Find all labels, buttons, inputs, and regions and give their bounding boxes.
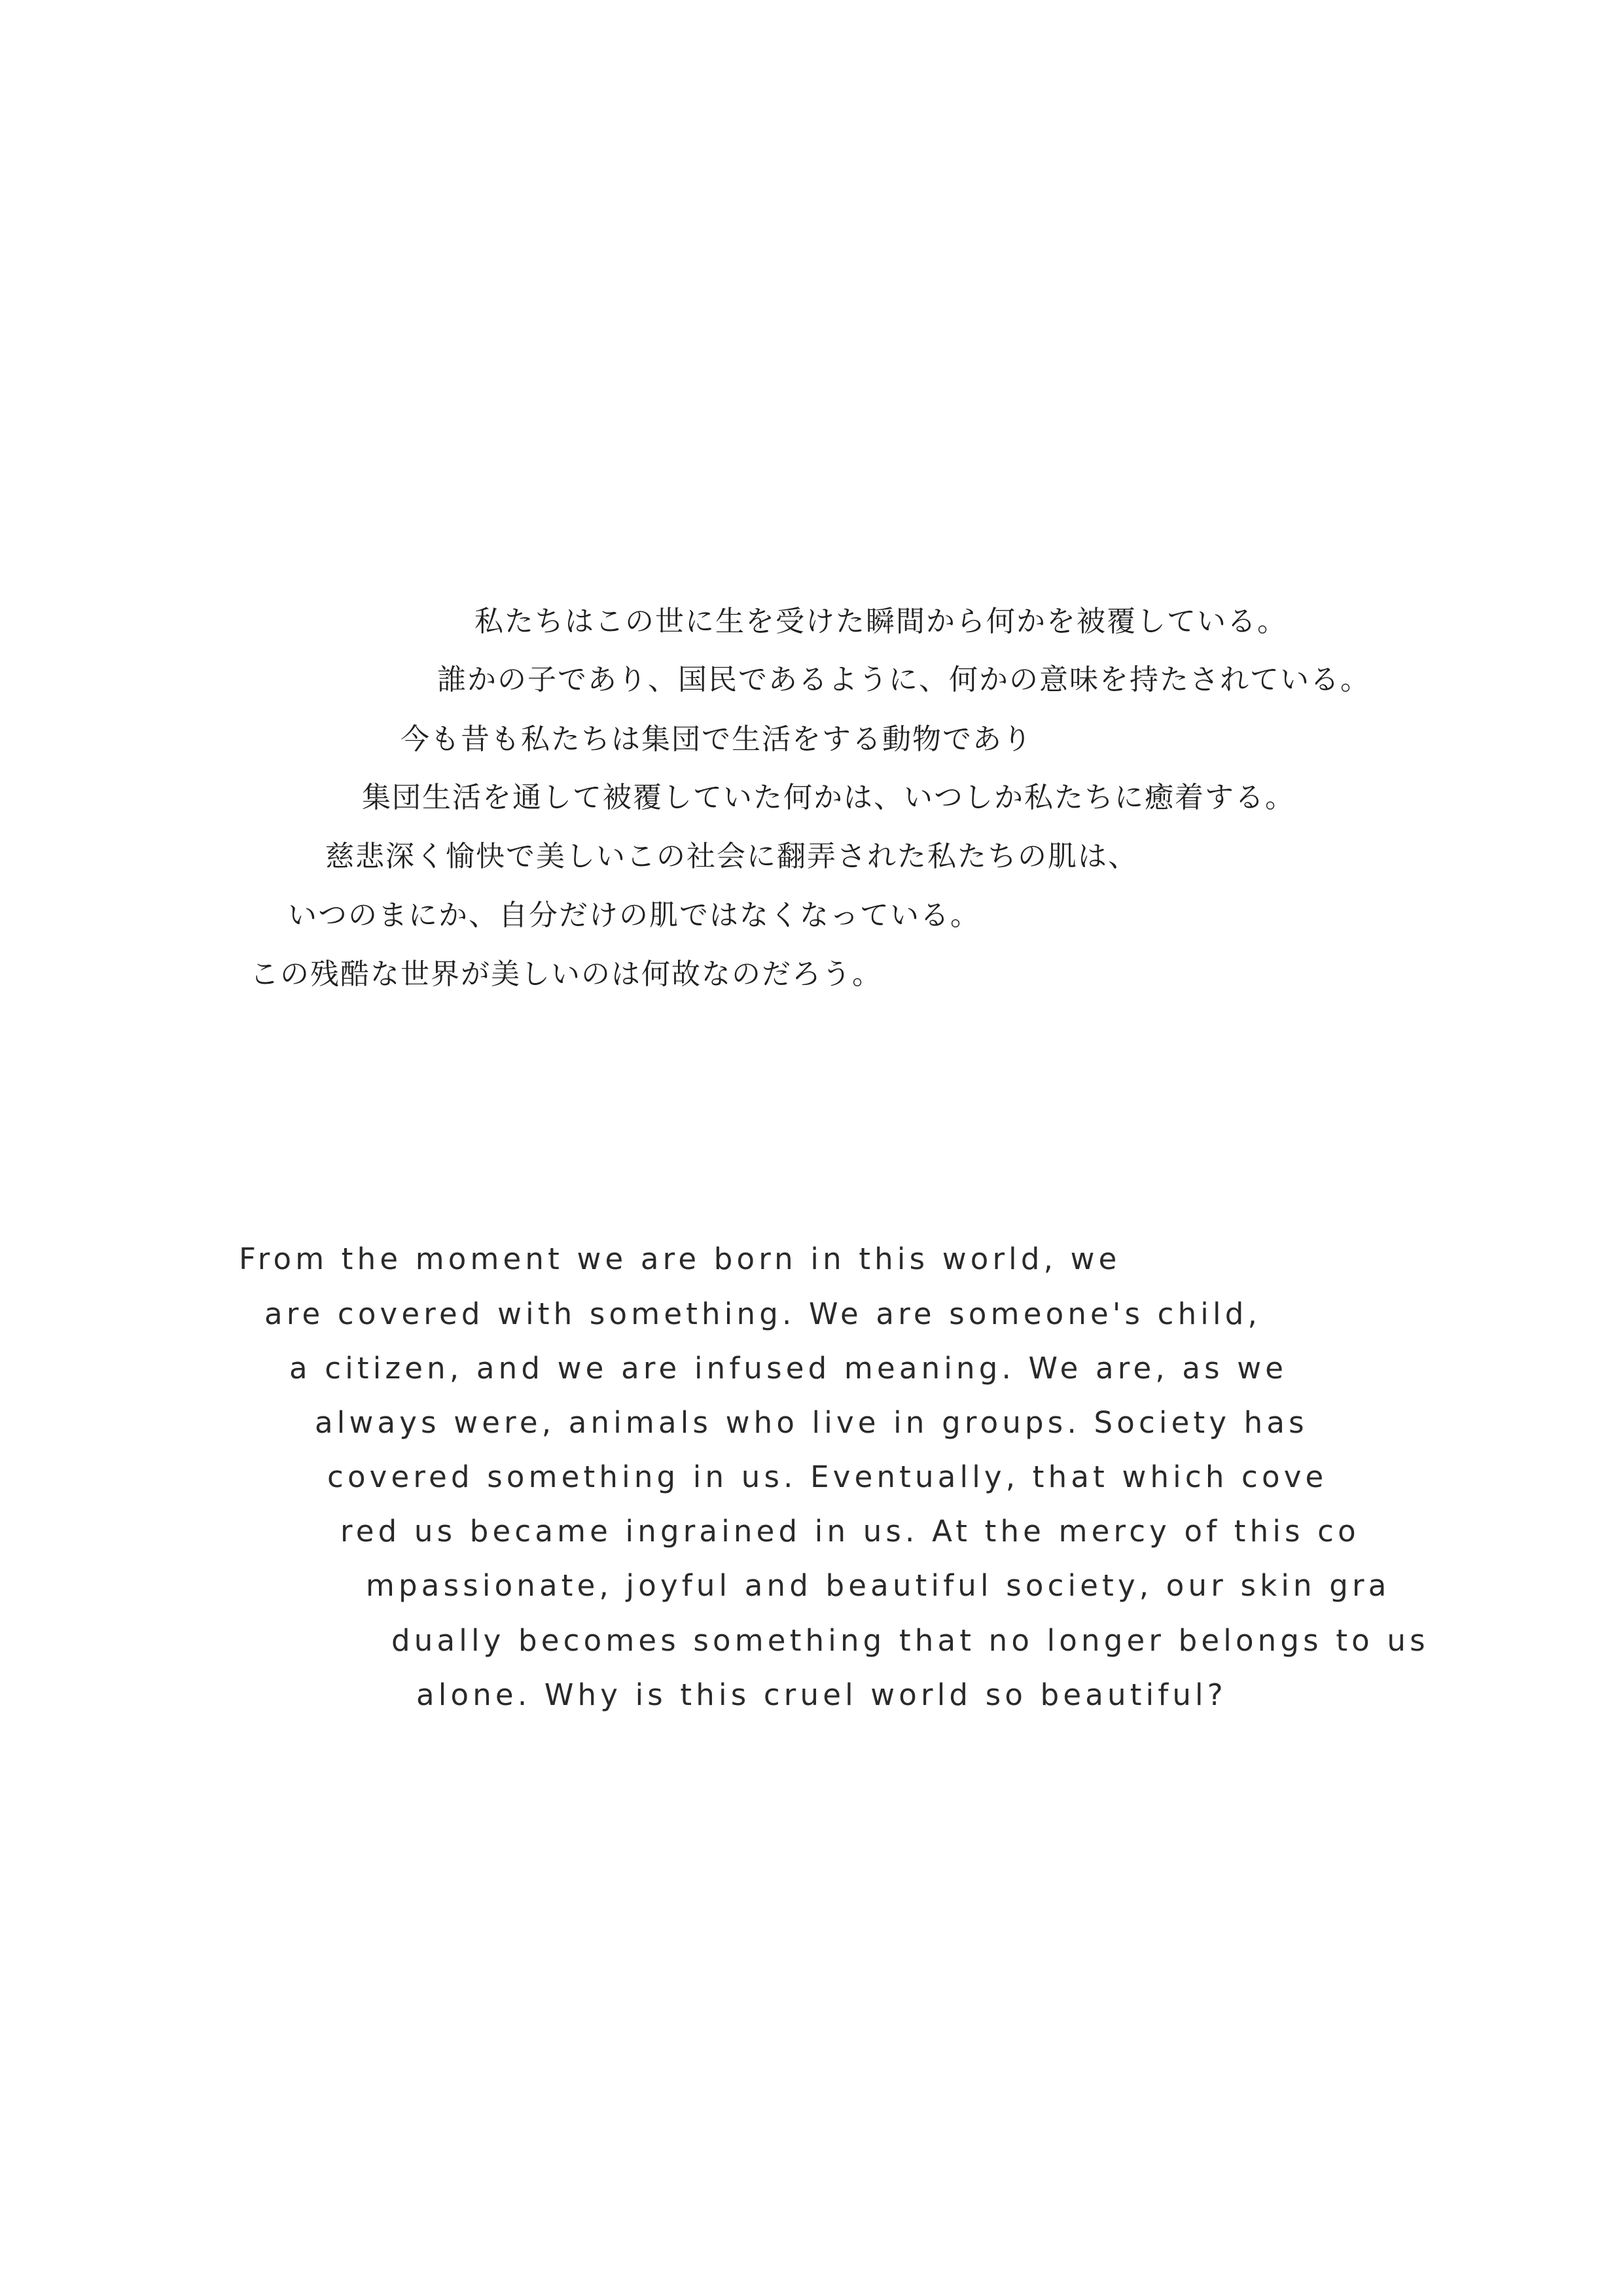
english-line-7: mpassionate, joyful and beautiful society, our skin gra	[366, 1568, 1391, 1603]
japanese-line-2: 誰かの子であり、国民であるように、何かの意味を持たされている。	[437, 663, 1370, 696]
english-line-8: dually becomes something that no longer belongs to us	[391, 1623, 1429, 1658]
japanese-line-5: 慈悲深く愉快で美しいこの社会に翻弄された私たちの肌は、	[325, 840, 1138, 873]
english-line-3: a citizen, and we are infused meaning. We are, as we	[289, 1351, 1288, 1386]
english-line-5: covered something in us. Eventually, that which cove	[327, 1460, 1328, 1494]
japanese-line-1: 私たちはこの世に生を受けた瞬間から何かを被覆している。	[474, 605, 1287, 638]
english-line-6: red us became ingrained in us. At the mercy of this co	[340, 1514, 1360, 1549]
english-line-1: From the moment we are born in this world, we	[239, 1242, 1121, 1276]
japanese-line-6: いつのまにか、自分だけの肌ではなくなっている。	[288, 899, 980, 932]
english-line-9: alone. Why is this cruel world so beautiful?	[416, 1677, 1227, 1712]
japanese-line-3: 今も昔も私たちは集団で生活をする動物であり	[401, 723, 1033, 756]
japanese-line-7: この残酷な世界が美しいのは何故なのだろう。	[250, 958, 882, 991]
english-line-2: are covered with something. We are someone's child,	[264, 1297, 1261, 1331]
english-line-4: always were, animals who live in groups. Society has	[315, 1405, 1308, 1440]
japanese-line-4: 集団生活を通して被覆していた何かは、いつしか私たちに癒着する。	[362, 781, 1295, 814]
